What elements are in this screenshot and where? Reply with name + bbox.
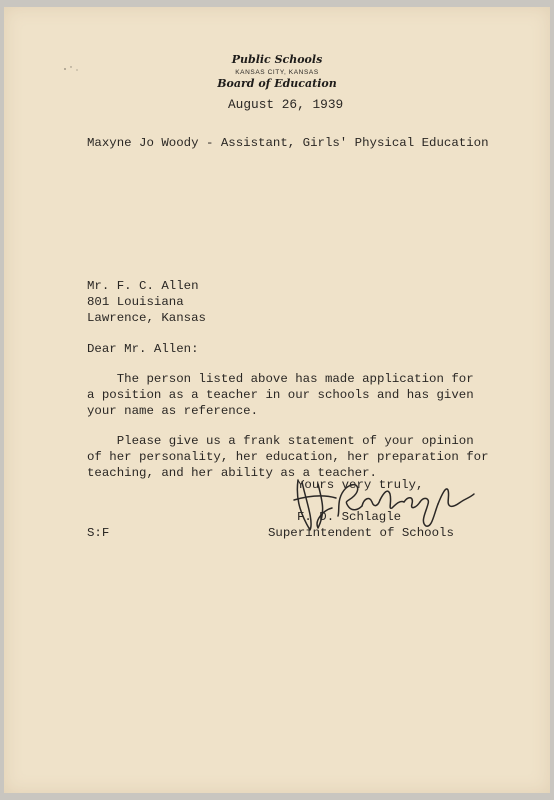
subject-line: Maxyne Jo Woody - Assistant, Girls' Physical Education <box>87 136 489 150</box>
signer-name: F. D. Schlagle <box>297 510 402 524</box>
paragraph-1-line-2: a position as a teacher in our schools and has given <box>87 388 474 402</box>
letterhead-board: Board of Education <box>217 77 337 90</box>
recipient-name: Mr. F. C. Allen <box>87 279 199 293</box>
letterhead-title: Public Schools <box>231 53 323 66</box>
paragraph-1-line-3: your name as reference. <box>87 404 259 418</box>
recipient-street: 801 Louisiana <box>87 295 184 309</box>
letterhead-city: KANSAS CITY, KANSAS <box>235 69 319 76</box>
paragraph-2-line-2: of her personality, her education, her preparation for <box>87 450 489 464</box>
signer-title: Superintendent of Schools <box>268 526 454 540</box>
salutation: Dear Mr. Allen: <box>87 342 199 356</box>
paragraph-2-line-3: teaching, and her ability as a teacher. <box>87 466 377 480</box>
paragraph-1-line-1: The person listed above has made application for <box>87 372 474 386</box>
recipient-city: Lawrence, Kansas <box>87 311 206 325</box>
typist-initials: S:F <box>87 526 110 540</box>
closing: Yours very truly, <box>297 478 424 492</box>
paragraph-2-line-1: Please give us a frank statement of your opinion <box>87 434 474 448</box>
letter-date: August 26, 1939 <box>228 97 344 112</box>
